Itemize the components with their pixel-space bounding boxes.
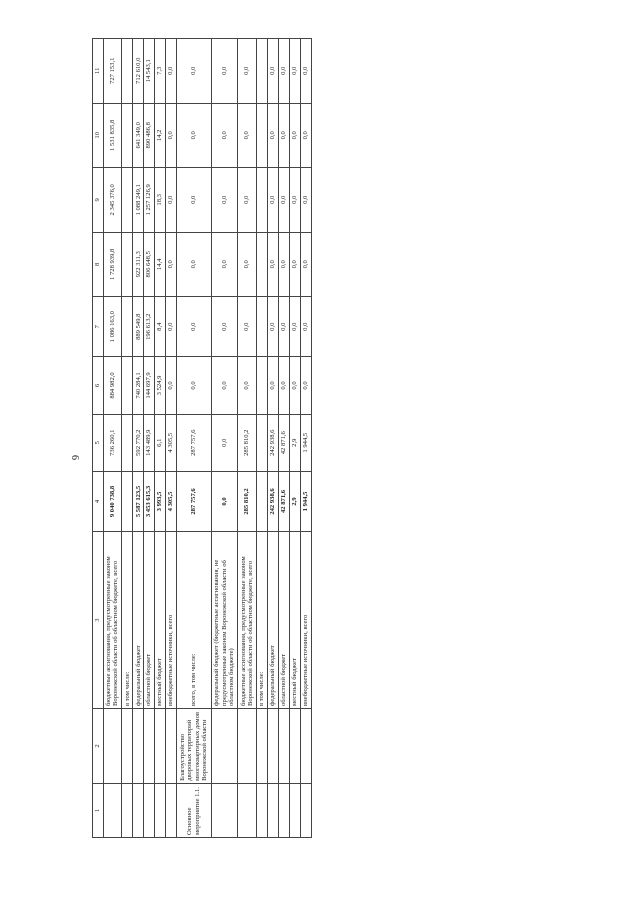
event-cell: [155, 709, 166, 784]
value-cell: [122, 357, 133, 414]
value-cell: 287 757,6: [177, 471, 212, 531]
value-cell: 712 610,0: [133, 39, 144, 104]
value-cell: 0,0: [279, 103, 290, 168]
column-header: 11: [93, 39, 104, 104]
value-cell: 890 486,8: [144, 103, 155, 168]
value-cell: 0,0: [238, 168, 257, 233]
value-cell: 922 311,3: [133, 232, 144, 297]
column-header: 10: [93, 103, 104, 168]
value-cell: 285 810,2: [238, 414, 257, 471]
value-cell: 0,0: [290, 232, 301, 297]
value-cell: 1 944,5: [300, 471, 311, 531]
event-cell: [211, 783, 238, 837]
value-cell: 14 543,1: [144, 39, 155, 104]
row-label-cell: всего, в том числе:: [177, 532, 212, 709]
value-cell: 196 613,2: [144, 297, 155, 357]
column-header: 2: [93, 709, 104, 784]
value-cell: 0,0: [300, 39, 311, 104]
row-label-cell: внебюджетные источники, всего: [166, 532, 177, 709]
row-label-cell: внебюджетные источники, всего: [300, 532, 311, 709]
value-cell: 0,0: [268, 168, 279, 233]
table-row: [257, 39, 268, 838]
value-cell: 0,0: [279, 39, 290, 104]
value-cell: 14,2: [155, 103, 166, 168]
value-cell: 736 260,1: [103, 414, 122, 471]
value-cell: 14,4: [155, 232, 166, 297]
value-cell: 0,0: [290, 297, 301, 357]
value-cell: 0,0: [166, 357, 177, 414]
value-cell: 740 284,1: [133, 357, 144, 414]
value-cell: 0,0: [238, 232, 257, 297]
value-cell: 2 345 376,0: [103, 168, 122, 233]
column-header: 4: [93, 471, 104, 531]
value-cell: 0,0: [211, 414, 238, 471]
value-cell: 7,3: [155, 39, 166, 104]
event-cell: [122, 783, 133, 837]
value-cell: [257, 103, 268, 168]
value-cell: 0,0: [300, 103, 311, 168]
event-cell: [268, 783, 279, 837]
table-row: [300, 39, 311, 838]
value-cell: 3 453 615,3: [144, 471, 155, 531]
value-cell: 144 697,9: [144, 357, 155, 414]
value-cell: [257, 39, 268, 104]
value-cell: 0,0: [300, 357, 311, 414]
value-cell: 285 810,2: [238, 471, 257, 531]
value-cell: 0,0: [300, 232, 311, 297]
event-cell: [122, 709, 133, 784]
value-cell: [122, 297, 133, 357]
column-header: 9: [93, 168, 104, 233]
value-cell: [257, 414, 268, 471]
value-cell: 3 993,5: [155, 471, 166, 531]
value-cell: 9 040 738,8: [103, 471, 122, 531]
value-cell: 0,0: [290, 103, 301, 168]
value-cell: 0,0: [166, 168, 177, 233]
event-cell: Благоустройство дворовых территорий многоквартирных домов Воронежской области: [177, 709, 212, 784]
value-cell: 0,0: [211, 232, 238, 297]
row-label-cell: в том числе:: [257, 532, 268, 709]
value-cell: 3 524,9: [155, 357, 166, 414]
value-cell: 0,0: [177, 297, 212, 357]
value-cell: 4 305,5: [166, 471, 177, 531]
value-cell: 242 938,6: [268, 471, 279, 531]
event-cell: [257, 783, 268, 837]
page-number: 6: [69, 455, 80, 460]
event-cell: [166, 783, 177, 837]
value-cell: 0,0: [211, 39, 238, 104]
table-row: [177, 39, 212, 838]
column-number-row: [93, 39, 104, 838]
value-cell: 6,1: [155, 414, 166, 471]
value-cell: 0,0: [268, 103, 279, 168]
value-cell: [122, 39, 133, 104]
value-cell: 42 871,6: [279, 414, 290, 471]
value-cell: 0,0: [166, 297, 177, 357]
row-label-cell: местный бюджет: [290, 532, 301, 709]
value-cell: 727 153,1: [103, 39, 122, 104]
event-cell: [279, 783, 290, 837]
column-header: 3: [93, 532, 104, 709]
value-cell: 0,0: [211, 297, 238, 357]
event-cell: [290, 783, 301, 837]
value-cell: 0,0: [211, 168, 238, 233]
table-row: [133, 39, 144, 838]
event-cell: [268, 709, 279, 784]
value-cell: 0,0: [279, 168, 290, 233]
value-cell: 1 257 126,9: [144, 168, 155, 233]
value-cell: 889 549,8: [133, 297, 144, 357]
value-cell: 0,0: [290, 168, 301, 233]
value-cell: 0,0: [290, 39, 301, 104]
event-cell: [238, 709, 257, 784]
event-cell: [133, 783, 144, 837]
event-cell: [133, 709, 144, 784]
value-cell: 5 587 123,5: [133, 471, 144, 531]
value-cell: 18,3: [155, 168, 166, 233]
event-cell: [257, 709, 268, 784]
value-cell: 42 871,6: [279, 471, 290, 531]
table-row: [166, 39, 177, 838]
value-cell: 0,0: [238, 103, 257, 168]
value-cell: 0,0: [268, 39, 279, 104]
value-cell: 2,9: [290, 471, 301, 531]
budget-table-rotated: [92, 38, 312, 838]
value-cell: [257, 297, 268, 357]
table-row: [279, 39, 290, 838]
row-label-cell: областной бюджет: [144, 532, 155, 709]
value-cell: 0,0: [211, 471, 238, 531]
event-cell: [300, 709, 311, 784]
value-cell: 0,0: [268, 232, 279, 297]
value-cell: 0,0: [166, 103, 177, 168]
value-cell: [257, 471, 268, 531]
value-cell: 806 648,5: [144, 232, 155, 297]
table-row: [122, 39, 133, 838]
value-cell: 0,0: [166, 232, 177, 297]
event-cell: [166, 709, 177, 784]
value-cell: 592 770,2: [133, 414, 144, 471]
value-cell: [257, 232, 268, 297]
value-cell: 0,0: [300, 297, 311, 357]
value-cell: 884 982,0: [103, 357, 122, 414]
value-cell: 1 086 163,0: [103, 297, 122, 357]
value-cell: 287 757,6: [177, 414, 212, 471]
value-cell: [257, 357, 268, 414]
value-cell: 0,0: [211, 103, 238, 168]
event-cell: [155, 783, 166, 837]
column-header: 5: [93, 414, 104, 471]
value-cell: 242 938,6: [268, 414, 279, 471]
value-cell: 641 349,0: [133, 103, 144, 168]
value-cell: 0,0: [268, 297, 279, 357]
event-cell: [290, 709, 301, 784]
value-cell: 8,4: [155, 297, 166, 357]
value-cell: 0,0: [238, 39, 257, 104]
value-cell: 143 489,9: [144, 414, 155, 471]
table-row: [211, 39, 238, 838]
table-row: [155, 39, 166, 838]
value-cell: [122, 103, 133, 168]
value-cell: 0,0: [290, 357, 301, 414]
table-row: [103, 39, 122, 838]
value-cell: [122, 414, 133, 471]
value-cell: 1 728 939,8: [103, 232, 122, 297]
column-header: 6: [93, 357, 104, 414]
value-cell: 0,0: [300, 168, 311, 233]
value-cell: 0,0: [177, 232, 212, 297]
value-cell: 0,0: [166, 39, 177, 104]
table-row: [290, 39, 301, 838]
table-body: [103, 39, 311, 838]
column-header: 8: [93, 232, 104, 297]
event-cell: [144, 783, 155, 837]
value-cell: 0,0: [238, 297, 257, 357]
row-label-cell: бюджетные ассигнования, предусмотренные законом Воронежской области об областном бюджете, всего: [103, 532, 122, 709]
value-cell: 1 531 835,8: [103, 103, 122, 168]
budget-table: [92, 38, 312, 838]
row-label-cell: в том числе:: [122, 532, 133, 709]
value-cell: 0,0: [177, 39, 212, 104]
value-cell: 0,0: [279, 232, 290, 297]
event-cell: [238, 783, 257, 837]
event-cell: [211, 709, 238, 784]
value-cell: 0,0: [279, 357, 290, 414]
value-cell: 0,0: [177, 168, 212, 233]
column-header: 1: [93, 783, 104, 837]
row-label-cell: областной бюджет: [279, 532, 290, 709]
value-cell: [122, 168, 133, 233]
value-cell: 0,0: [268, 357, 279, 414]
row-label-cell: бюджетные ассигнования, предусмотренные законом Воронежской области об областном бюджете, всего: [238, 532, 257, 709]
value-cell: 0,0: [238, 357, 257, 414]
event-cell: [103, 709, 122, 784]
event-cell: [279, 709, 290, 784]
event-cell: [103, 783, 122, 837]
value-cell: 4 305,5: [166, 414, 177, 471]
row-label-cell: федеральный бюджет: [268, 532, 279, 709]
table-row: [268, 39, 279, 838]
value-cell: 2,9: [290, 414, 301, 471]
value-cell: 0,0: [177, 103, 212, 168]
value-cell: 0,0: [177, 357, 212, 414]
row-label-cell: федеральный бюджет (бюджетные ассигнования, не предусмотренные законом Воронежской области об областном бюджете): [211, 532, 238, 709]
row-label-cell: федеральный бюджет: [133, 532, 144, 709]
value-cell: [122, 232, 133, 297]
value-cell: 1 944,5: [300, 414, 311, 471]
column-header: 7: [93, 297, 104, 357]
event-cell: Основное мероприятие 1.1.: [177, 783, 212, 837]
value-cell: 0,0: [279, 297, 290, 357]
event-cell: [144, 709, 155, 784]
table-row: [144, 39, 155, 838]
event-cell: [300, 783, 311, 837]
value-cell: [257, 168, 268, 233]
value-cell: 0,0: [211, 357, 238, 414]
value-cell: [122, 471, 133, 531]
table-row: [238, 39, 257, 838]
value-cell: 1 088 249,1: [133, 168, 144, 233]
row-label-cell: местный бюджет: [155, 532, 166, 709]
